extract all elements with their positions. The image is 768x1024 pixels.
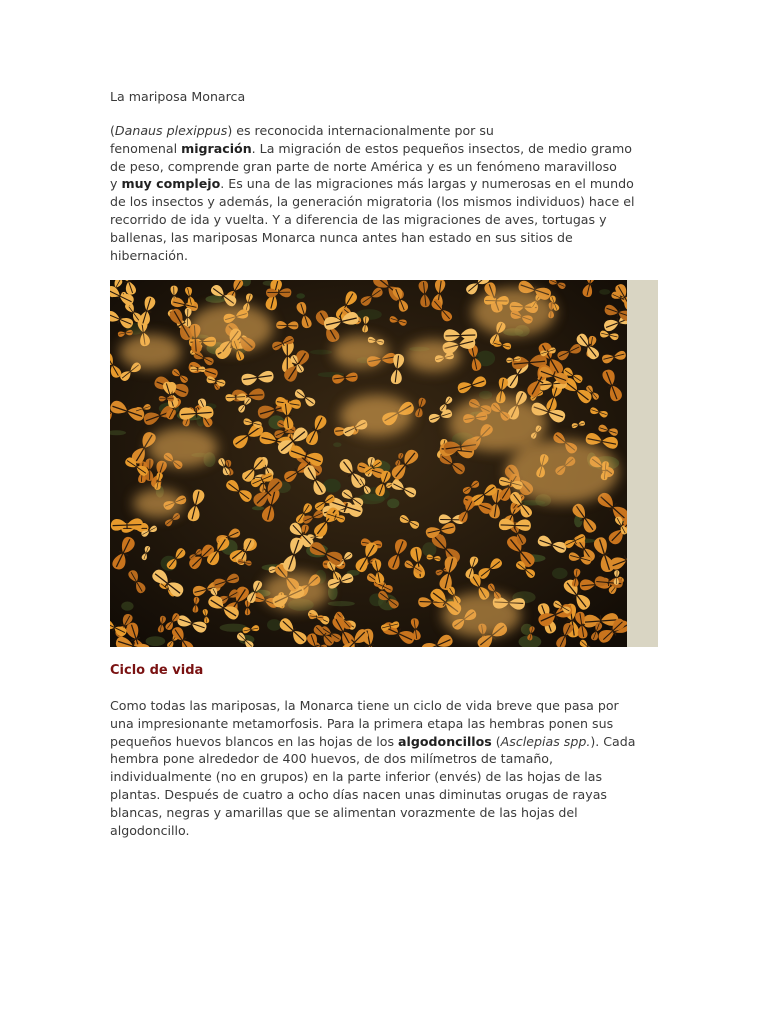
- intro-line: [110, 158, 670, 176]
- life-cycle-line: [110, 822, 670, 840]
- blurred-butterfly: [148, 428, 218, 468]
- butterfly-shape: [266, 288, 292, 298]
- body-text: ballenas, las mariposas Monarca nunca antes han estado en sus sitios de: [110, 229, 573, 245]
- body-text: . Es una de las migraciones más largas y numerosas en el mundo: [220, 176, 634, 192]
- emphasis-bold-text: muy complejo: [121, 176, 221, 192]
- life-cycle-line: [110, 697, 670, 715]
- intro-paragraph: [110, 122, 670, 264]
- emphasis-bold-text: migración: [181, 140, 252, 156]
- foliage-leaf: [252, 506, 264, 510]
- body-text: recorrido de ida y vuelta. Y a diferencia de las migraciones de aves, tortugas y: [110, 211, 607, 227]
- life-cycle-line: [110, 715, 670, 733]
- life-cycle-line: [110, 750, 670, 768]
- intro-line: [110, 211, 670, 229]
- foliage-leaf: [146, 636, 166, 646]
- blurred-butterfly: [340, 395, 413, 437]
- scientific-name-text: Danaus plexippus: [114, 123, 228, 138]
- intro-line: [110, 193, 670, 211]
- life-cycle-line: [110, 768, 670, 786]
- foliage-leaf: [310, 350, 332, 355]
- life-cycle-line: [110, 804, 670, 822]
- butterfly-shape: [190, 366, 205, 372]
- foliage-leaf: [552, 568, 568, 579]
- intro-line: [110, 229, 670, 247]
- blurred-butterfly: [405, 340, 461, 372]
- document-title: La mariposa Monarca: [110, 89, 246, 104]
- body-text: fenomenal: [110, 140, 182, 156]
- scientific-name-text: Asclepias spp.: [500, 733, 591, 749]
- body-text: blancas, negras y amarillas que se alimentan vorazmente de las hojas del: [110, 804, 578, 820]
- body-text: algodoncillo.: [110, 822, 190, 838]
- body-text: . La migración de estos pequeños insectos, de medio gramo: [251, 140, 632, 156]
- life-cycle-paragraph: [110, 697, 670, 839]
- blurred-butterfly: [262, 572, 329, 610]
- body-text: ) es reconocida internacionalmente por su: [227, 123, 494, 138]
- blurred-butterfly: [472, 288, 556, 336]
- blurred-butterfly: [442, 593, 520, 638]
- monarch-photo-figure: [110, 280, 658, 647]
- foliage-leaf: [333, 442, 341, 447]
- section-heading-ciclo-de-vida: Ciclo de vida: [110, 663, 204, 678]
- butterfly-swarm-illustration: [110, 280, 627, 647]
- emphasis-bold-text: algodoncillos: [398, 733, 492, 749]
- intro-line: [110, 140, 670, 158]
- body-text: Como todas las mariposas, la Monarca tiene un ciclo de vida breve que pasa por: [110, 698, 619, 713]
- foliage-leaf: [296, 293, 305, 298]
- body-text: plantas. Después de cuatro a ocho días nacen unas diminutas orugas de rayas: [110, 786, 607, 802]
- blurred-butterfly: [120, 334, 182, 369]
- body-text: (: [491, 733, 501, 749]
- foliage-leaf: [328, 601, 355, 606]
- blurred-butterfly: [133, 489, 183, 518]
- butterfly-shape: [443, 328, 477, 341]
- body-text: y: [110, 176, 122, 192]
- intro-line: [110, 122, 670, 140]
- butterfly-shape: [499, 518, 531, 531]
- body-text: una impresionante metamorfosis. Para la primera etapa las hembras ponen sus: [110, 715, 614, 731]
- life-cycle-line: [110, 733, 670, 751]
- body-text: (: [110, 123, 115, 138]
- foliage-leaf: [387, 499, 399, 509]
- body-text: hibernación.: [110, 247, 188, 263]
- life-cycle-line: [110, 786, 670, 804]
- body-text: ). Cada: [590, 733, 636, 749]
- butterfly-shape: [111, 518, 144, 531]
- blurred-butterfly: [332, 336, 388, 368]
- butterfly-shape: [159, 396, 174, 401]
- body-text: individualmente (no en grupos) en la parte inferior (envés) de las hojas de las: [110, 769, 603, 785]
- intro-line: [110, 175, 670, 193]
- body-text: hembra pone alrededor de 400 huevos, de dos milímetros de tamaño,: [110, 751, 554, 767]
- intro-line: [110, 247, 670, 265]
- body-text: de los insectos y además, la generación migratoria (los mismos individuos) hace el: [110, 194, 635, 210]
- blurred-butterfly: [506, 440, 618, 504]
- foliage-leaf: [267, 619, 281, 631]
- blurred-butterfly: [189, 304, 273, 352]
- blurred-butterfly: [449, 396, 547, 452]
- monarch-butterflies-photo: [110, 280, 627, 647]
- body-text: de peso, comprende gran parte de norte América y es un fenómeno maravilloso: [110, 158, 617, 174]
- foliage-leaf: [599, 289, 610, 295]
- foliage-leaf: [121, 602, 133, 611]
- photo-side-strip: [627, 280, 658, 647]
- body-text: pequeños huevos blancos en las hojas de los: [110, 733, 399, 749]
- butterfly-shape: [276, 321, 298, 330]
